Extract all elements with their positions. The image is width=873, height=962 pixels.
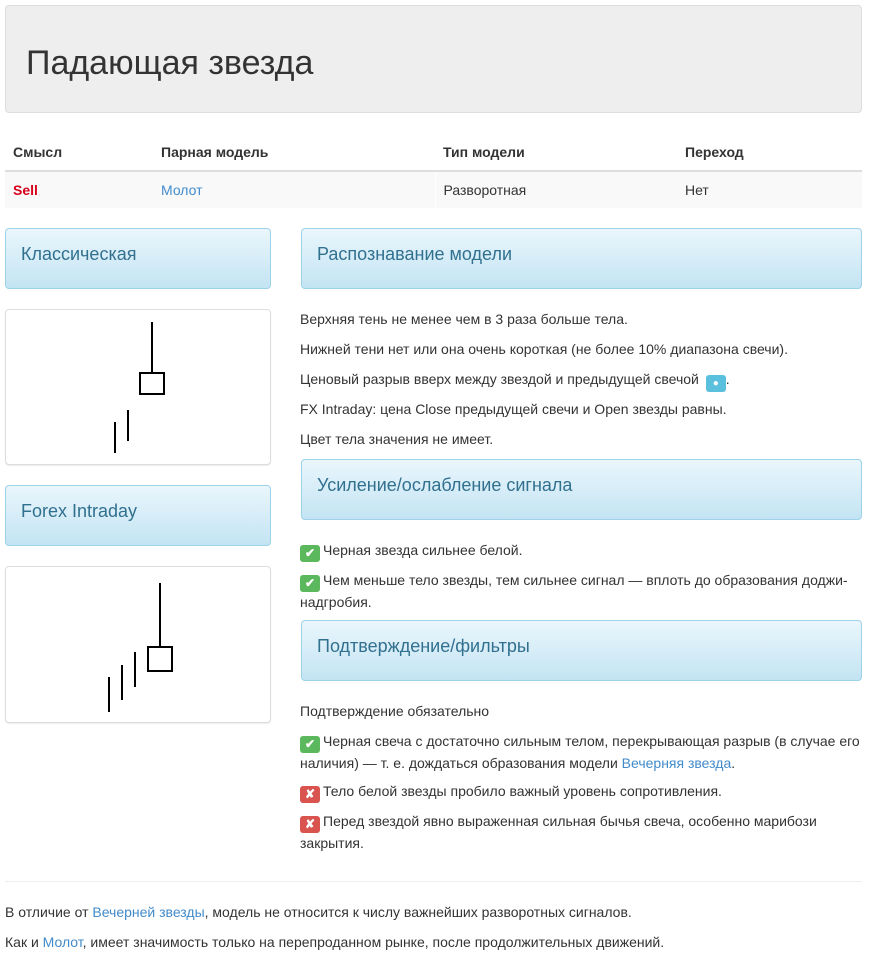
column-header-pair: Парная модель xyxy=(153,133,435,171)
divider xyxy=(5,881,862,882)
bottom-paragraph-1 xyxy=(5,902,865,922)
forex-candle-svg xyxy=(6,567,270,722)
confirm-no-text-1: Тело белой звезды пробило важный уровень сопротивления. xyxy=(323,783,722,799)
recognition-item-3-text: Ценовый разрыв вверх между звездой и предыдущей свечой xyxy=(300,371,699,387)
recognition-item-2: Нижней тени нет или она очень короткая (не более 10% диапазона свечи). xyxy=(300,341,788,357)
star-body xyxy=(148,647,172,671)
confirm-ok-item xyxy=(300,731,860,773)
classic-candle-chart xyxy=(5,309,271,465)
check-icon: ✔ xyxy=(300,736,320,753)
strength-item-2-text: Чем меньше тело звезды, тем сильнее сигнал — вплоть до образования доджи-надгробия. xyxy=(300,572,848,610)
confirm-no-item-1 xyxy=(300,781,860,803)
cross-icon: ✘ xyxy=(300,786,320,803)
classic-panel-title: Классическая xyxy=(21,244,137,264)
confirm-intro: Подтверждение обязательно xyxy=(300,703,490,719)
recognition-item-1: Верхняя тень не менее чем в 3 раза больше тела. xyxy=(300,311,628,327)
recognition-item-4: FX Intraday: цена Close предыдущей свечи и Open звезды равны. xyxy=(300,401,727,417)
page-title: Падающая звезда xyxy=(26,44,314,82)
confirm-ok-text: Черная свеча с достаточно сильным телом, перекрывающая разрыв (в случае его наличия) — т. е. дождаться образования модели xyxy=(300,733,860,771)
type-value: Разворотная xyxy=(435,171,677,208)
column-header-type: Тип модели xyxy=(435,133,677,171)
pair-cell xyxy=(153,171,435,208)
recognition-item-5: Цвет тела значения не имеет. xyxy=(300,431,494,447)
forex-candle-chart xyxy=(5,566,271,723)
strength-item-1-text: Черная звезда сильнее белой. xyxy=(323,542,523,558)
recognition-item-3-end: . xyxy=(725,371,730,387)
forex-panel-title: Forex Intraday xyxy=(21,501,138,521)
table-header-row xyxy=(5,133,862,171)
forex-panel-header xyxy=(5,485,271,546)
bottom-paragraph-2 xyxy=(5,932,865,952)
strength-item-1 xyxy=(300,540,860,562)
hammer-link[interactable]: Молот xyxy=(42,934,83,950)
confirm-title: Подтверждение/фильтры xyxy=(317,636,530,656)
meaning-value: Sell xyxy=(5,171,153,208)
bottom-p2-post: , имеет значимость только на перепроданном рынке, после продолжительных движений. xyxy=(82,934,665,950)
bottom-p1-pre: В отличие от xyxy=(5,904,93,920)
recognition-item-3 xyxy=(300,369,860,392)
page-header xyxy=(5,5,862,113)
pattern-info-table xyxy=(5,133,862,208)
recognition-title: Распознавание модели xyxy=(317,244,513,264)
confirm-no-text-2: Перед звездой явно выраженная сильная бычья свеча, особенно марибози закрытия. xyxy=(300,813,817,851)
confirm-panel-header xyxy=(301,620,862,681)
classic-panel-header xyxy=(5,228,271,289)
bottom-p2-pre: Как и xyxy=(5,934,43,950)
column-header-transition: Переход xyxy=(677,133,862,171)
evening-star-link-2[interactable]: Вечерней звезды xyxy=(92,904,205,920)
bottom-p1-post: , модель не относится к числу важнейших разворотных сигналов. xyxy=(204,904,632,920)
strength-panel-header xyxy=(301,459,862,520)
column-header-meaning: Смысл xyxy=(5,133,153,171)
check-icon: ✔ xyxy=(300,545,320,562)
evening-star-link[interactable]: Вечерняя звезда xyxy=(621,755,732,771)
star-body xyxy=(140,373,164,394)
pair-link[interactable]: Молот xyxy=(161,182,203,198)
classic-candle-svg xyxy=(6,310,270,464)
check-icon: ✔ xyxy=(300,575,320,592)
confirm-no-item-2 xyxy=(300,811,860,853)
strength-item-2 xyxy=(300,570,860,612)
cross-icon: ✘ xyxy=(300,816,320,833)
strength-title: Усиление/ослабление сигнала xyxy=(317,475,573,495)
info-icon[interactable]: ● xyxy=(706,375,726,392)
confirm-ok-end: . xyxy=(731,755,736,771)
recognition-panel-header xyxy=(301,228,862,289)
table-row xyxy=(5,171,862,208)
transition-value: Нет xyxy=(677,171,862,208)
